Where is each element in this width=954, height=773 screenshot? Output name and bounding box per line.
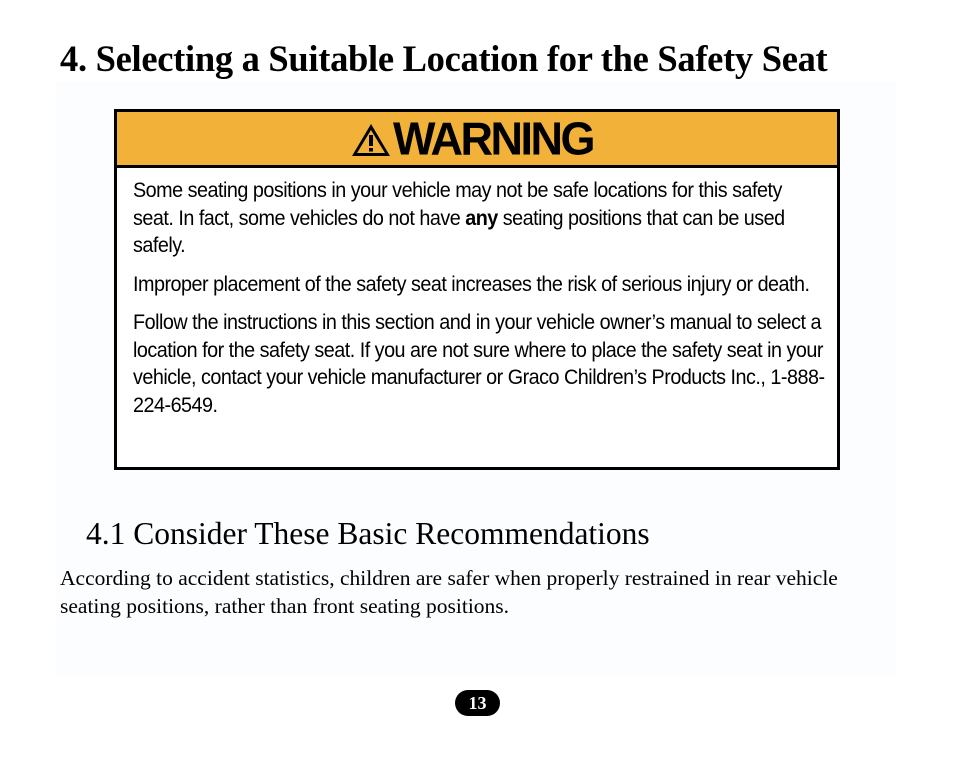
warning-box: [114, 109, 840, 470]
warning-triangle-icon: [351, 123, 391, 157]
warning-paragraph-3: Follow the instructions in this section and in your vehicle owner’s manual to select a location for the safety seat. If you are not sure where to place the safety seat in your vehicle, contact your vehicle manufacturer or Graco Children’s Products Inc., 1-888-224-6549.: [133, 310, 825, 417]
section-body-text: According to accident statistics, children are safer when properly restrained in rear vehicle seating positions, rather than front seating positions.: [60, 566, 838, 618]
warning-body: [117, 168, 837, 419]
page-title: 4. Selecting a Suitable Location for the Safety Seat: [60, 38, 828, 79]
warning-paragraph-1-end: seating positions that can be used safely.: [133, 205, 785, 257]
section-heading: 4.1 Consider These Basic Recommendations: [86, 516, 650, 551]
warning-header: [117, 112, 837, 168]
warning-label: WARNING: [393, 111, 593, 164]
warning-paragraph-2: Improper placement of the safety seat increases the risk of serious injury or death.: [133, 271, 810, 296]
warning-emphasis: any: [465, 205, 498, 230]
page-number-badge: 13: [455, 690, 500, 716]
warning-paragraph-1: [133, 177, 827, 260]
warning-paragraph-1-start: Some seating positions in your vehicle may not be safe locations for this safety seat. In fact, some vehicles do not have: [133, 178, 782, 230]
